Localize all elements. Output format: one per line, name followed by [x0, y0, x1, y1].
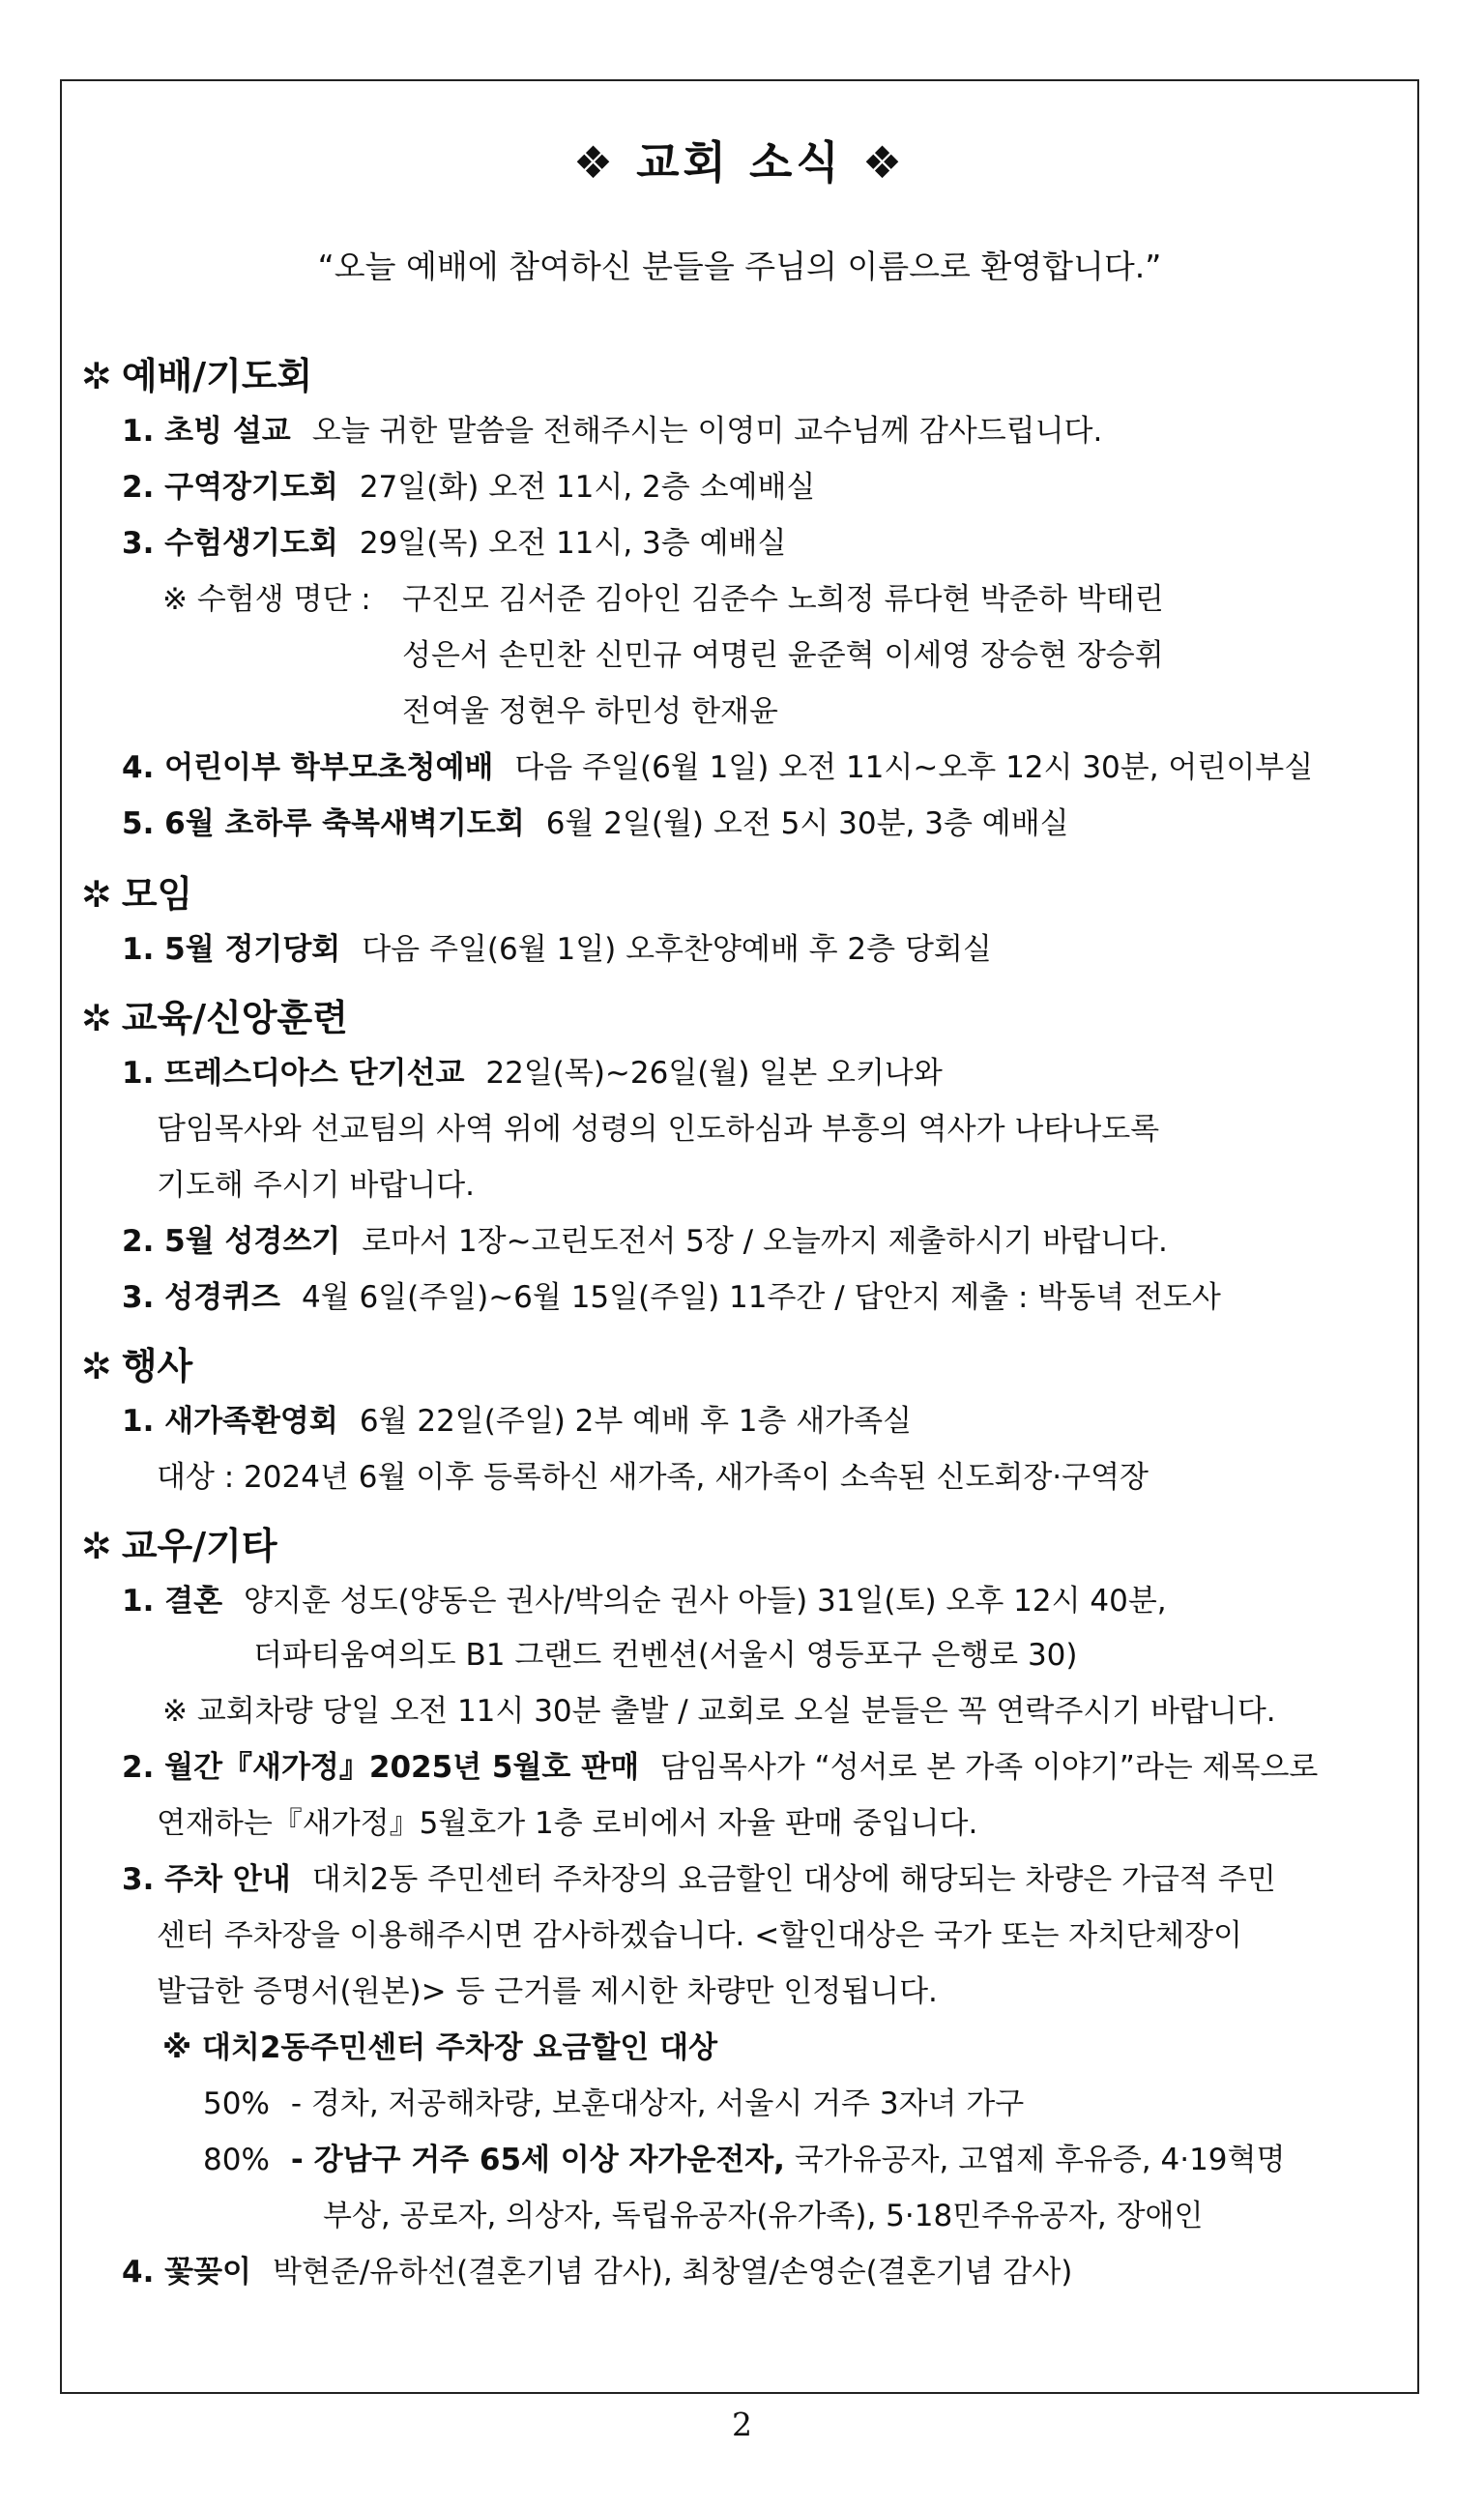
section-title: 예배/기도회 [121, 355, 313, 397]
list-item [122, 1278, 1221, 1317]
welcome-message: “오늘 예배에 참여하신 분들을 주님의 이름으로 환영합니다.” [317, 248, 1162, 285]
list-item [122, 1748, 1318, 1787]
section-title: 모임 [121, 873, 193, 916]
section-heading-education [81, 996, 348, 1040]
item-title: 4. 꽃꽂이 [122, 2255, 251, 2290]
item-title: 2. 구역장기도회 [122, 470, 338, 505]
names-line: 성은서 손민찬 신민규 여명린 윤준혁 이세영 장승현 장승휘 [402, 638, 1164, 673]
item-text: 다음 주일(6월 1일) 오후찬양예배 후 2층 당회실 [362, 932, 992, 967]
item-title: 1. 5월 정기당회 [122, 932, 341, 967]
item-title: 1. 결혼 [122, 1584, 223, 1619]
section-title: 교육/신앙훈련 [121, 997, 348, 1039]
bulletin-frame [60, 79, 1419, 2394]
item-note: ※ 교회차량 당일 오전 11시 30분 출발 / 교회로 오실 분들은 꼭 연락주시기 바랍니다. [162, 1694, 1276, 1729]
item-text: 양지훈 성도(양동은 권사/박의순 권사 아들) 31일(토) 오후 12시 40분, [244, 1584, 1167, 1619]
discount-row [203, 2141, 1285, 2179]
list-item [122, 2253, 1072, 2291]
names-line: 구진모 김서준 김아인 김준수 노희정 류다현 박준하 박태린 [402, 582, 1164, 617]
discount-rate: 50% [203, 2086, 270, 2121]
item-title: 1. 뜨레스디아스 단기선교 [122, 1056, 465, 1091]
item-title: 3. 성경퀴즈 [122, 1280, 280, 1315]
section-title: 교우/기타 [121, 1525, 277, 1567]
item-title: 3. 주차 안내 [122, 1862, 291, 1897]
item-continuation: 발급한 증명서(원본)> 등 근거를 제시한 차량만 인정됩니다. [157, 1974, 938, 2009]
asterisk-icon: ✲ [81, 355, 112, 397]
item-text: 오늘 귀한 말씀을 전해주시는 이영미 교수님께 감사드립니다. [311, 414, 1103, 449]
item-text: 담임목사가 “성서로 본 가족 이야기”라는 제목으로 [660, 1750, 1319, 1785]
asterisk-icon: ✲ [81, 997, 112, 1039]
item-text: 박현준/유하선(결혼기념 감사), 최창열/손영순(결혼기념 감사) [272, 2255, 1073, 2290]
list-item [122, 1860, 1276, 1899]
item-text: 대치2동 주민센터 주차장의 요금할인 대상에 해당되는 차량은 가급적 주민 [311, 1862, 1276, 1897]
list-item [122, 804, 1069, 843]
list-item [122, 1582, 1167, 1620]
item-text: 29일(목) 오전 11시, 3층 예배실 [359, 526, 787, 561]
item-continuation: 대상 : 2024년 6월 이후 등록하신 새가족, 새가족이 소속된 신도회장·구역장 [157, 1460, 1149, 1495]
item-title: 4. 어린이부 학부모초청예배 [122, 750, 494, 785]
discount-row [203, 2085, 1024, 2123]
item-title: 5. 6월 초하루 축복새벽기도회 [122, 806, 525, 841]
list-item [122, 930, 992, 969]
item-text: 다음 주일(6월 1일) 오전 11시~오후 12시 30분, 어린이부실 [514, 750, 1314, 785]
item-text: 6월 22일(주일) 2부 예배 후 1층 새가족실 [359, 1404, 913, 1439]
item-continuation: 더파티움여의도 B1 그랜드 컨벤션(서울시 영등포구 은행로 30) [253, 1638, 1078, 1673]
discount-continuation: 부상, 공로자, 의상자, 독립유공자(유가족), 5·18민주유공자, 장애인 [323, 2199, 1204, 2233]
list-item [122, 468, 815, 507]
item-note: ※ 대치2동주민센터 주차장 요금할인 대상 [162, 2030, 718, 2065]
list-item [122, 1402, 912, 1441]
list-item [122, 412, 1102, 451]
discount-targets: 국가유공자, 고엽제 후유증, 4·19혁명 [794, 2143, 1286, 2177]
names-line: 전여울 정현우 하민성 한재윤 [402, 694, 778, 729]
note-label: ※ 수험생 명단 : [162, 582, 371, 617]
asterisk-icon: ✲ [81, 1345, 112, 1387]
section-heading-worship [81, 354, 312, 398]
section-heading-events [81, 1344, 192, 1388]
list-item [122, 1054, 943, 1093]
item-text: 로마서 1장~고린도전서 5장 / 오늘까지 제출하시기 바랍니다. [362, 1224, 1168, 1259]
section-title: 행사 [121, 1345, 193, 1387]
asterisk-icon: ✲ [81, 1525, 112, 1567]
item-title: 2. 월간『새가정』2025년 5월호 판매 [122, 1750, 640, 1785]
discount-targets: - 경차, 저공해차량, 보훈대상자, 서울시 거주 3자녀 가구 [290, 2086, 1025, 2121]
item-title: 1. 초빙 설교 [122, 414, 291, 449]
section-heading-fellowship [81, 1524, 277, 1568]
item-text: 27일(화) 오전 11시, 2층 소예배실 [359, 470, 816, 505]
page-title: ❖ 교회 소식 ❖ [572, 136, 907, 189]
item-title: 3. 수험생기도회 [122, 526, 338, 561]
list-item [122, 524, 786, 563]
asterisk-icon: ✲ [81, 873, 112, 916]
section-heading-meeting [81, 872, 192, 917]
page-number: 2 [732, 2406, 752, 2443]
item-title: 2. 5월 성경쓰기 [122, 1224, 341, 1259]
discount-rate: 80% [203, 2143, 270, 2177]
item-text: 6월 2일(월) 오전 5시 30분, 3층 예배실 [545, 806, 1069, 841]
item-text: 4월 6일(주일)~6월 15일(주일) 11주간 / 답안지 제출 : 박동녁 전도사 [301, 1280, 1221, 1315]
discount-targets-bold: - 강남구 거주 65세 이상 자가운전자, [290, 2143, 785, 2177]
list-item [122, 748, 1313, 787]
item-title: 1. 새가족환영회 [122, 1404, 338, 1439]
list-item [122, 1222, 1168, 1261]
item-continuation: 담임목사와 선교팀의 사역 위에 성령의 인도하심과 부흥의 역사가 나타나도록 [157, 1112, 1160, 1147]
item-continuation: 센터 주차장을 이용해주시면 감사하겠습니다. <할인대상은 국가 또는 자치단체장이 [157, 1918, 1242, 1953]
item-text: 22일(목)~26일(월) 일본 오키나와 [485, 1056, 943, 1091]
item-continuation: 기도해 주시기 바랍니다. [157, 1168, 476, 1203]
item-continuation: 연재하는『새가정』5월호가 1층 로비에서 자율 판매 중입니다. [157, 1806, 978, 1841]
